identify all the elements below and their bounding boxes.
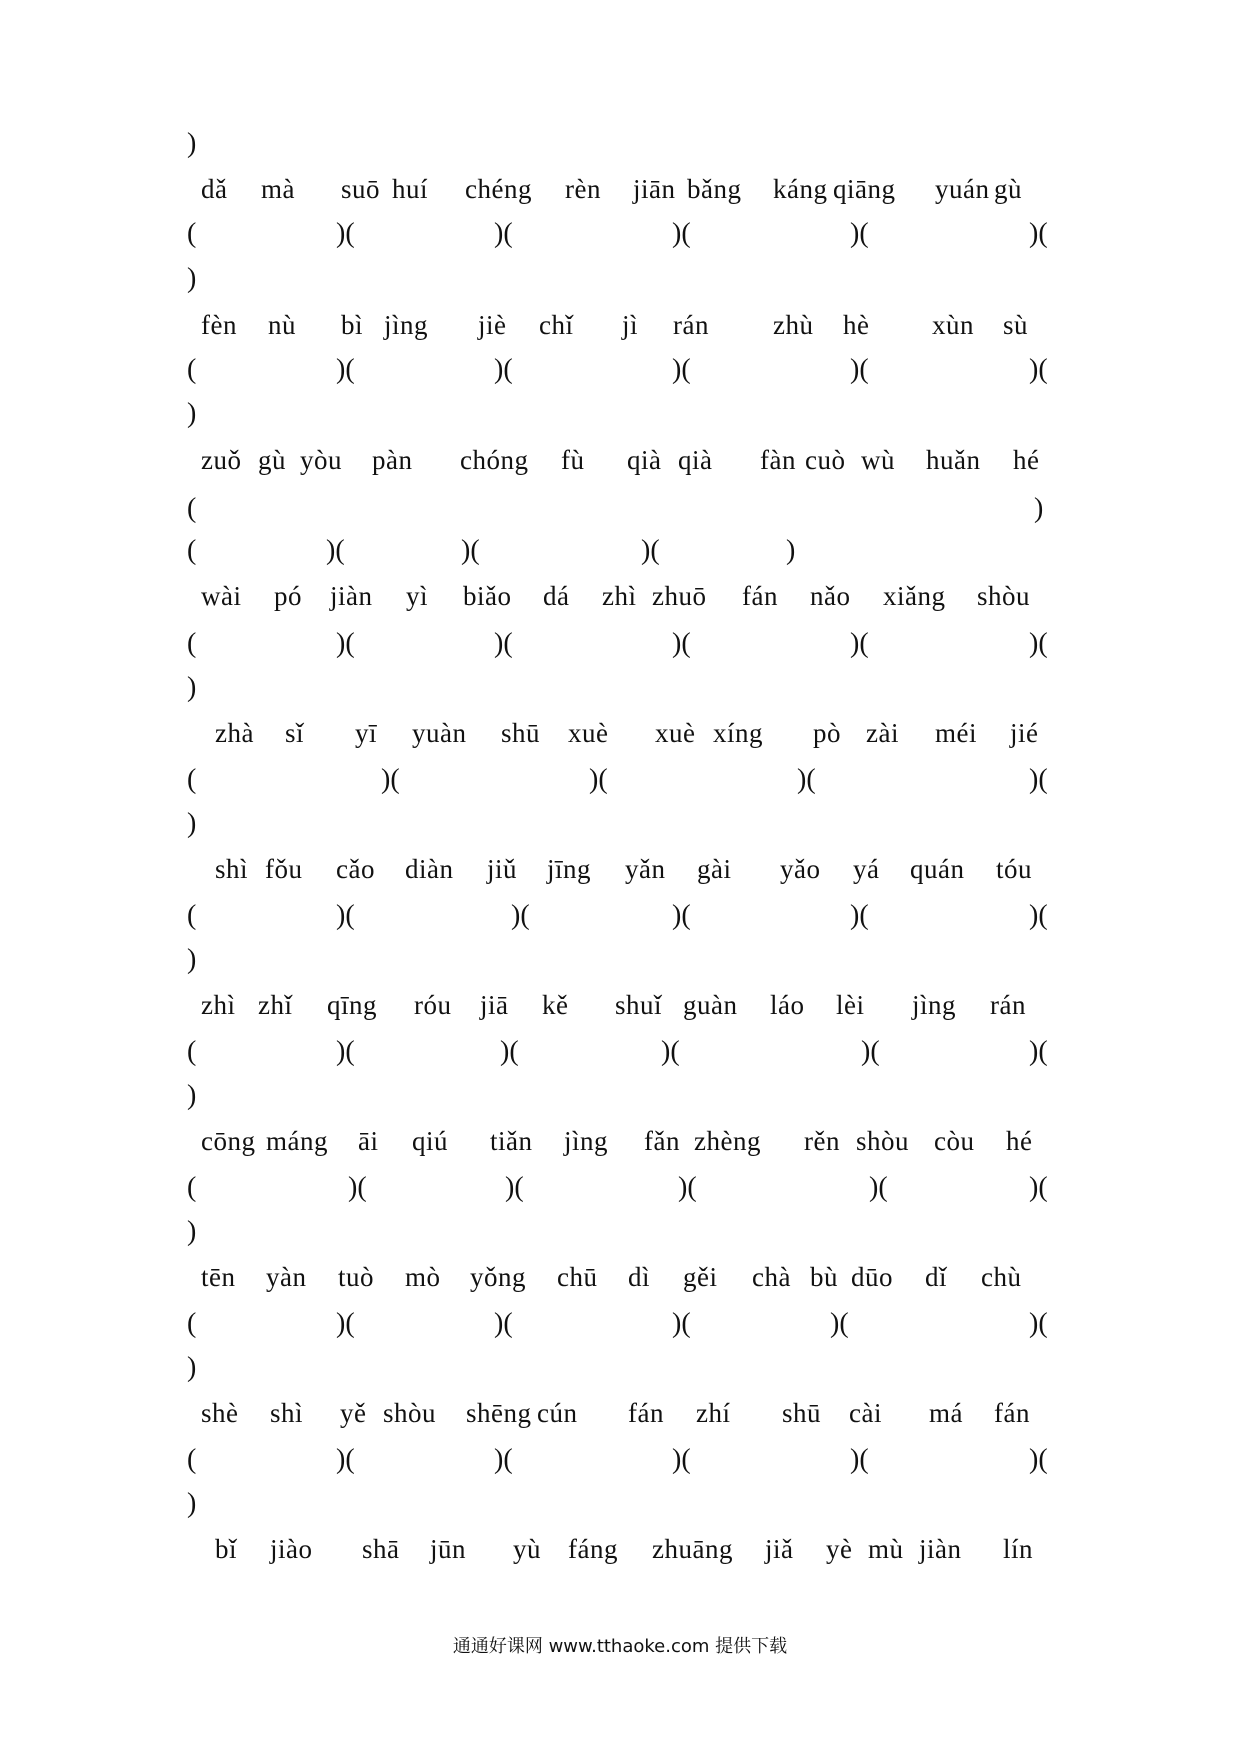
- answer-bracket: (: [187, 354, 197, 385]
- answer-bracket: )(: [672, 354, 691, 385]
- pinyin-syllable: fáng: [568, 1534, 618, 1564]
- pinyin-row: [0, 718, 1240, 762]
- pinyin-syllable: tóu: [996, 854, 1033, 884]
- answer-bracket: )(: [861, 1036, 880, 1067]
- pinyin-syllable: shì: [270, 1398, 304, 1428]
- pinyin-syllable: máng: [266, 1126, 328, 1156]
- pinyin-syllable: chū: [557, 1262, 598, 1292]
- pinyin-syllable: huǎn: [926, 445, 981, 475]
- answer-bracket: )(: [1029, 628, 1048, 659]
- answer-bracket: )(: [336, 218, 355, 249]
- pinyin-syllable: wài: [201, 581, 242, 611]
- pinyin-syllable: yòu: [300, 445, 342, 475]
- answer-bracket: )(: [1029, 764, 1048, 795]
- pinyin-syllable: shòu: [977, 581, 1031, 611]
- pinyin-syllable: fù: [561, 445, 585, 475]
- answer-blank-row: [0, 1444, 1240, 1488]
- closing-bracket: ): [187, 263, 197, 294]
- pinyin-syllable: gù: [258, 445, 286, 475]
- answer-bracket: )(: [461, 535, 480, 566]
- pinyin-syllable: rèn: [565, 174, 601, 204]
- answer-blank-row: [0, 493, 1240, 537]
- closing-bracket-row: [0, 672, 1240, 716]
- pinyin-syllable: yàn: [266, 1262, 307, 1292]
- pinyin-syllable: jiàn: [330, 581, 373, 611]
- answer-bracket: )(: [850, 900, 869, 931]
- answer-bracket: (: [187, 493, 197, 524]
- pinyin-syllable: còu: [934, 1126, 975, 1156]
- pinyin-syllable: lín: [1003, 1534, 1034, 1564]
- answer-bracket: )(: [1029, 900, 1048, 931]
- closing-bracket-row: [0, 1080, 1240, 1124]
- pinyin-syllable: bì: [341, 310, 364, 340]
- closing-bracket: ): [187, 808, 197, 839]
- answer-bracket: )(: [494, 354, 513, 385]
- pinyin-row: [0, 1126, 1240, 1170]
- pinyin-row: [0, 581, 1240, 625]
- pinyin-syllable: hè: [843, 310, 870, 340]
- pinyin-syllable: jīng: [547, 854, 592, 884]
- pinyin-syllable: zhì: [602, 581, 637, 611]
- answer-bracket: )(: [678, 1172, 697, 1203]
- closing-bracket: ): [187, 128, 197, 159]
- pinyin-syllable: xùn: [932, 310, 974, 340]
- pinyin-syllable: shū: [782, 1398, 822, 1428]
- pinyin-syllable: fèn: [201, 310, 237, 340]
- answer-blank-row: [0, 628, 1240, 672]
- pinyin-syllable: chù: [981, 1262, 1022, 1292]
- closing-bracket-row: [0, 944, 1240, 988]
- pinyin-syllable: qiāng: [833, 174, 896, 204]
- pinyin-syllable: róu: [414, 990, 452, 1020]
- pinyin-syllable: shì: [215, 854, 249, 884]
- pinyin-syllable: biǎo: [463, 581, 512, 611]
- pinyin-syllable: zhèng: [694, 1126, 761, 1156]
- pinyin-syllable: tēn: [201, 1262, 236, 1292]
- answer-bracket: )(: [661, 1036, 680, 1067]
- answer-bracket: )(: [672, 1308, 691, 1339]
- closing-bracket-row: [0, 1216, 1240, 1260]
- answer-blank-row: [0, 354, 1240, 398]
- pinyin-syllable: jìng: [564, 1126, 609, 1156]
- answer-bracket: )(: [672, 628, 691, 659]
- pinyin-syllable: jiè: [478, 310, 507, 340]
- pinyin-syllable: jì: [622, 310, 639, 340]
- answer-bracket: )(: [1029, 218, 1048, 249]
- pinyin-syllable: fǎn: [644, 1126, 680, 1156]
- answer-bracket: )(: [1029, 1308, 1048, 1339]
- pinyin-syllable: diàn: [405, 854, 454, 884]
- pinyin-syllable: fǒu: [265, 854, 303, 884]
- pinyin-syllable: nǎo: [810, 581, 851, 611]
- pinyin-syllable: jiào: [270, 1534, 313, 1564]
- pinyin-syllable: zuǒ: [201, 445, 242, 475]
- pinyin-syllable: gù: [994, 174, 1022, 204]
- pinyin-syllable: cuò: [805, 445, 846, 475]
- pinyin-syllable: mà: [261, 174, 295, 204]
- answer-bracket: )(: [494, 218, 513, 249]
- pinyin-syllable: dá: [543, 581, 570, 611]
- pinyin-row: [0, 1262, 1240, 1306]
- pinyin-syllable: jié: [1010, 718, 1039, 748]
- answer-bracket: )(: [850, 628, 869, 659]
- answer-bracket: )(: [830, 1308, 849, 1339]
- closing-bracket: ): [187, 672, 197, 703]
- pinyin-row: [0, 310, 1240, 354]
- pinyin-syllable: pàn: [372, 445, 413, 475]
- closing-bracket-row: [0, 263, 1240, 307]
- answer-bracket: )(: [589, 764, 608, 795]
- pinyin-row: [0, 174, 1240, 218]
- pinyin-syllable: chóng: [460, 445, 529, 475]
- answer-bracket: )(: [672, 900, 691, 931]
- pinyin-syllable: sù: [1003, 310, 1029, 340]
- pinyin-syllable: shè: [201, 1398, 239, 1428]
- pinyin-syllable: shòu: [383, 1398, 437, 1428]
- answer-bracket: ): [786, 535, 796, 566]
- pinyin-syllable: jūn: [430, 1534, 467, 1564]
- answer-bracket: )(: [336, 354, 355, 385]
- pinyin-syllable: mù: [868, 1534, 904, 1564]
- pinyin-syllable: má: [929, 1398, 963, 1428]
- answer-bracket: )(: [505, 1172, 524, 1203]
- pinyin-syllable: jiā: [480, 990, 509, 1020]
- answer-bracket: )(: [348, 1172, 367, 1203]
- pinyin-syllable: yì: [406, 581, 429, 611]
- answer-bracket: (: [187, 535, 197, 566]
- pinyin-syllable: mò: [405, 1262, 441, 1292]
- pinyin-syllable: shòu: [856, 1126, 910, 1156]
- pinyin-syllable: nù: [268, 310, 296, 340]
- pinyin-syllable: jìng: [384, 310, 429, 340]
- pinyin-row: [0, 1534, 1240, 1578]
- pinyin-syllable: cǎo: [336, 854, 375, 884]
- pinyin-syllable: āi: [358, 1126, 379, 1156]
- pinyin-syllable: zhí: [696, 1398, 731, 1428]
- answer-bracket: (: [187, 900, 197, 931]
- pinyin-syllable: yǎo: [780, 854, 821, 884]
- answer-bracket: (: [187, 1036, 197, 1067]
- pinyin-syllable: zhà: [215, 718, 254, 748]
- pinyin-syllable: shū: [501, 718, 541, 748]
- closing-bracket-row: [0, 398, 1240, 442]
- answer-bracket: )(: [1029, 1172, 1048, 1203]
- closing-bracket: ): [187, 1216, 197, 1247]
- pinyin-syllable: yù: [513, 1534, 541, 1564]
- answer-bracket: )(: [494, 628, 513, 659]
- answer-bracket: )(: [850, 1444, 869, 1475]
- closing-bracket: ): [187, 1080, 197, 1111]
- answer-bracket: )(: [797, 764, 816, 795]
- answer-bracket: )(: [336, 1036, 355, 1067]
- pinyin-syllable: yǎn: [625, 854, 666, 884]
- closing-bracket: ): [187, 1352, 197, 1383]
- closing-bracket: ): [187, 1488, 197, 1519]
- pinyin-syllable: rán: [990, 990, 1026, 1020]
- pinyin-syllable: jiān: [633, 174, 676, 204]
- pinyin-syllable: kě: [542, 990, 569, 1020]
- pinyin-row: [0, 990, 1240, 1034]
- pinyin-syllable: zhì: [201, 990, 236, 1020]
- pinyin-syllable: zhuō: [652, 581, 707, 611]
- answer-bracket: )(: [336, 628, 355, 659]
- pinyin-syllable: káng: [773, 174, 828, 204]
- pinyin-syllable: shēng: [466, 1398, 532, 1428]
- pinyin-syllable: jiǎ: [765, 1534, 794, 1564]
- pinyin-syllable: fàn: [760, 445, 796, 475]
- answer-bracket: )(: [672, 218, 691, 249]
- answer-bracket: (: [187, 628, 197, 659]
- closing-bracket-row: [0, 128, 1240, 172]
- answer-blank-row: [0, 764, 1240, 808]
- answer-bracket: )(: [336, 1308, 355, 1339]
- pinyin-syllable: yè: [826, 1534, 853, 1564]
- answer-bracket: )(: [641, 535, 660, 566]
- pinyin-syllable: chéng: [465, 174, 532, 204]
- pinyin-syllable: quán: [910, 854, 965, 884]
- answer-bracket: )(: [850, 354, 869, 385]
- answer-bracket: )(: [672, 1444, 691, 1475]
- pinyin-syllable: jiǔ: [487, 854, 518, 884]
- pinyin-syllable: qià: [627, 445, 662, 475]
- pinyin-syllable: zhǐ: [258, 990, 293, 1020]
- pinyin-syllable: zài: [866, 718, 899, 748]
- pinyin-syllable: hé: [1013, 445, 1040, 475]
- pinyin-syllable: yǒng: [470, 1262, 526, 1292]
- answer-bracket: )(: [511, 900, 530, 931]
- answer-bracket: )(: [494, 1308, 513, 1339]
- pinyin-syllable: xíng: [713, 718, 764, 748]
- closing-bracket-row: [0, 1488, 1240, 1532]
- pinyin-syllable: jìng: [912, 990, 957, 1020]
- answer-bracket: )(: [494, 1444, 513, 1475]
- pinyin-syllable: suō: [341, 174, 381, 204]
- answer-blank-row: [0, 535, 1240, 579]
- pinyin-syllable: bù: [810, 1262, 838, 1292]
- answer-bracket: )(: [500, 1036, 519, 1067]
- answer-blank-row: [0, 218, 1240, 262]
- answer-bracket: )(: [1029, 1036, 1048, 1067]
- pinyin-syllable: rán: [673, 310, 709, 340]
- pinyin-syllable: yá: [853, 854, 880, 884]
- pinyin-syllable: xiǎng: [883, 581, 946, 611]
- closing-bracket: ): [187, 944, 197, 975]
- pinyin-syllable: fán: [742, 581, 778, 611]
- answer-blank-row: [0, 1172, 1240, 1216]
- pinyin-syllable: yī: [355, 718, 378, 748]
- pinyin-syllable: chà: [752, 1262, 791, 1292]
- pinyin-syllable: lèi: [836, 990, 865, 1020]
- pinyin-syllable: bǐ: [215, 1534, 238, 1564]
- pinyin-syllable: tiǎn: [490, 1126, 533, 1156]
- pinyin-syllable: xuè: [655, 718, 696, 748]
- answer-bracket: )(: [869, 1172, 888, 1203]
- pinyin-syllable: gěi: [683, 1262, 718, 1292]
- answer-bracket: )(: [336, 1444, 355, 1475]
- answer-bracket: (: [187, 1444, 197, 1475]
- pinyin-syllable: láo: [770, 990, 805, 1020]
- answer-bracket: )(: [1029, 1444, 1048, 1475]
- pinyin-syllable: zhuāng: [652, 1534, 733, 1564]
- pinyin-syllable: chǐ: [539, 310, 574, 340]
- pinyin-syllable: qià: [678, 445, 713, 475]
- pinyin-syllable: pò: [813, 718, 841, 748]
- pinyin-syllable: gài: [697, 854, 732, 884]
- answer-bracket: )(: [326, 535, 345, 566]
- pinyin-syllable: pó: [274, 581, 302, 611]
- pinyin-syllable: dǎ: [201, 174, 228, 204]
- pinyin-syllable: cún: [537, 1398, 578, 1428]
- pinyin-row: [0, 1398, 1240, 1442]
- pinyin-syllable: méi: [935, 718, 977, 748]
- pinyin-syllable: rěn: [804, 1126, 840, 1156]
- pinyin-syllable: qīng: [327, 990, 378, 1020]
- answer-bracket: )(: [1029, 354, 1048, 385]
- answer-bracket: (: [187, 1172, 197, 1203]
- pinyin-syllable: hé: [1006, 1126, 1033, 1156]
- closing-bracket-row: [0, 1352, 1240, 1396]
- pinyin-syllable: dǐ: [925, 1262, 948, 1292]
- pinyin-syllable: yuán: [935, 174, 990, 204]
- pinyin-syllable: fán: [628, 1398, 664, 1428]
- pinyin-syllable: bǎng: [687, 174, 742, 204]
- closing-bracket-row: [0, 808, 1240, 852]
- answer-bracket: )(: [850, 218, 869, 249]
- pinyin-syllable: jiàn: [919, 1534, 962, 1564]
- pinyin-syllable: shā: [362, 1534, 400, 1564]
- pinyin-syllable: yuàn: [412, 718, 467, 748]
- pinyin-syllable: cài: [849, 1398, 882, 1428]
- answer-blank-row: [0, 1036, 1240, 1080]
- pinyin-row: [0, 445, 1240, 489]
- answer-bracket: ): [1034, 493, 1044, 524]
- pinyin-syllable: dì: [628, 1262, 651, 1292]
- pinyin-syllable: fán: [994, 1398, 1030, 1428]
- closing-bracket: ): [187, 398, 197, 429]
- pinyin-syllable: cōng: [201, 1126, 256, 1156]
- pinyin-syllable: wù: [861, 445, 895, 475]
- pinyin-syllable: sǐ: [285, 718, 305, 748]
- pinyin-syllable: huí: [392, 174, 429, 204]
- answer-bracket: (: [187, 218, 197, 249]
- answer-bracket: )(: [381, 764, 400, 795]
- answer-bracket: (: [187, 1308, 197, 1339]
- pinyin-syllable: yě: [340, 1398, 367, 1428]
- answer-bracket: (: [187, 764, 197, 795]
- answer-bracket: )(: [336, 900, 355, 931]
- pinyin-syllable: shuǐ: [615, 990, 663, 1020]
- pinyin-syllable: dūo: [851, 1262, 893, 1292]
- footer-credit: 通通好课网 www.tthaoke.com 提供下载: [452, 1636, 788, 1657]
- pinyin-syllable: tuò: [338, 1262, 375, 1292]
- answer-blank-row: [0, 1308, 1240, 1352]
- pinyin-row: [0, 854, 1240, 898]
- pinyin-syllable: xuè: [568, 718, 609, 748]
- pinyin-syllable: guàn: [683, 990, 738, 1020]
- answer-blank-row: [0, 900, 1240, 944]
- pinyin-syllable: qiú: [412, 1126, 449, 1156]
- pinyin-syllable: zhù: [773, 310, 814, 340]
